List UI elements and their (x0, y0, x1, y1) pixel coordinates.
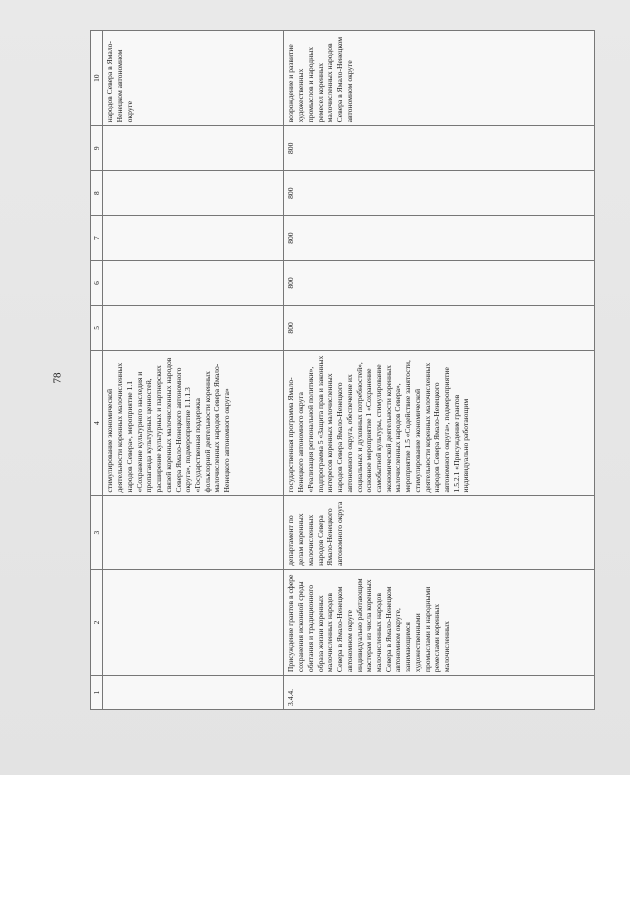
cell-result: возрождение и развитие художественных промыслов и народных ремесел коренных малочисленных народов Севера в Ямало-Ненецком автономном округе (284, 31, 595, 126)
cell-number: 3.4.4. (284, 676, 595, 710)
table-row (103, 31, 284, 710)
cell-value-6 (103, 261, 284, 306)
cell-value-7: 800 (284, 216, 595, 261)
cell-executor: департамент по делам коренных малочисленных народов Севера Ямало-Ненецкого автономного округа (284, 496, 595, 569)
cell-value-9 (103, 126, 284, 171)
col-header-7: 7 (91, 216, 103, 261)
col-header-3: 3 (91, 496, 103, 569)
col-header-6: 6 (91, 261, 103, 306)
col-header-5: 5 (91, 305, 103, 350)
cell-value-8: 800 (284, 171, 595, 216)
cell-activity (103, 569, 284, 675)
rotated-table (90, 30, 616, 710)
cell-value-5 (103, 305, 284, 350)
table-row (284, 31, 595, 710)
program-table (90, 30, 595, 710)
col-header-9: 9 (91, 126, 103, 171)
cell-value-8 (103, 171, 284, 216)
cell-value-6: 800 (284, 261, 595, 306)
col-header-10: 10 (91, 31, 103, 126)
cell-program: стимулирование экономической деятельности коренных малочисленных народов Севера», мероприятие 1.1 «Сохранение культурного наследия и пропаганда культурных ценностей, расширение культурных и партнерских связей коренных малочисленных народов Севера Ямало-Ненецкого автономного округа», подмероприятие 1.1.1.3 «Государственная поддержка фольклорной деятельности коренных малочисленных народов Севера Ямало-Ненецкого автономного округа» (103, 350, 284, 496)
cell-value-7 (103, 216, 284, 261)
col-header-8: 8 (91, 171, 103, 216)
cell-result: народов Севера в Ямало-Ненецком автономном округе (103, 31, 284, 126)
col-header-4: 4 (91, 350, 103, 496)
cell-activity: Присуждение грантов в сфере сохранения исконной среды обитания и традиционного образа жизни коренных малочисленных народов Севера в Ямало-Ненецком автономном округе индивидуально работающим мастерам из числа коренных малочисленных народов Севера в Ямало-Ненецком автономном округе, занимающимся художественными промыслами и народными ремеслами коренных малочисленных (284, 569, 595, 675)
page-number: 78 (51, 372, 64, 384)
cell-number (103, 676, 284, 710)
col-header-1: 1 (91, 676, 103, 710)
col-header-2: 2 (91, 569, 103, 675)
cell-value-5: 800 (284, 305, 595, 350)
cell-executor (103, 496, 284, 569)
header-row (91, 31, 103, 710)
cell-value-9: 800 (284, 126, 595, 171)
cell-program: государственная программа Ямало-Ненецкого автономного округа «Реализация региональной политики», подпрограмма 5 «Защита прав и законных интересов коренных малочисленных народов Севера Ямало-Ненецкого автономного округа, обеспечение их социальных и духовных потребностей», основное мероприятие 1 «Сохранение самобытной культуры, стимулирование экономической деятельности коренных малочисленных народов Севера», мероприятие 1.5 «Содействие занятости, стимулирование экономической деятельности коренных малочисленных народов Севера Ямало-Ненецкого автономного округа», подмероприятие 1.5.2.1 «Присуждение грантов индивидуально работающим (284, 350, 595, 496)
